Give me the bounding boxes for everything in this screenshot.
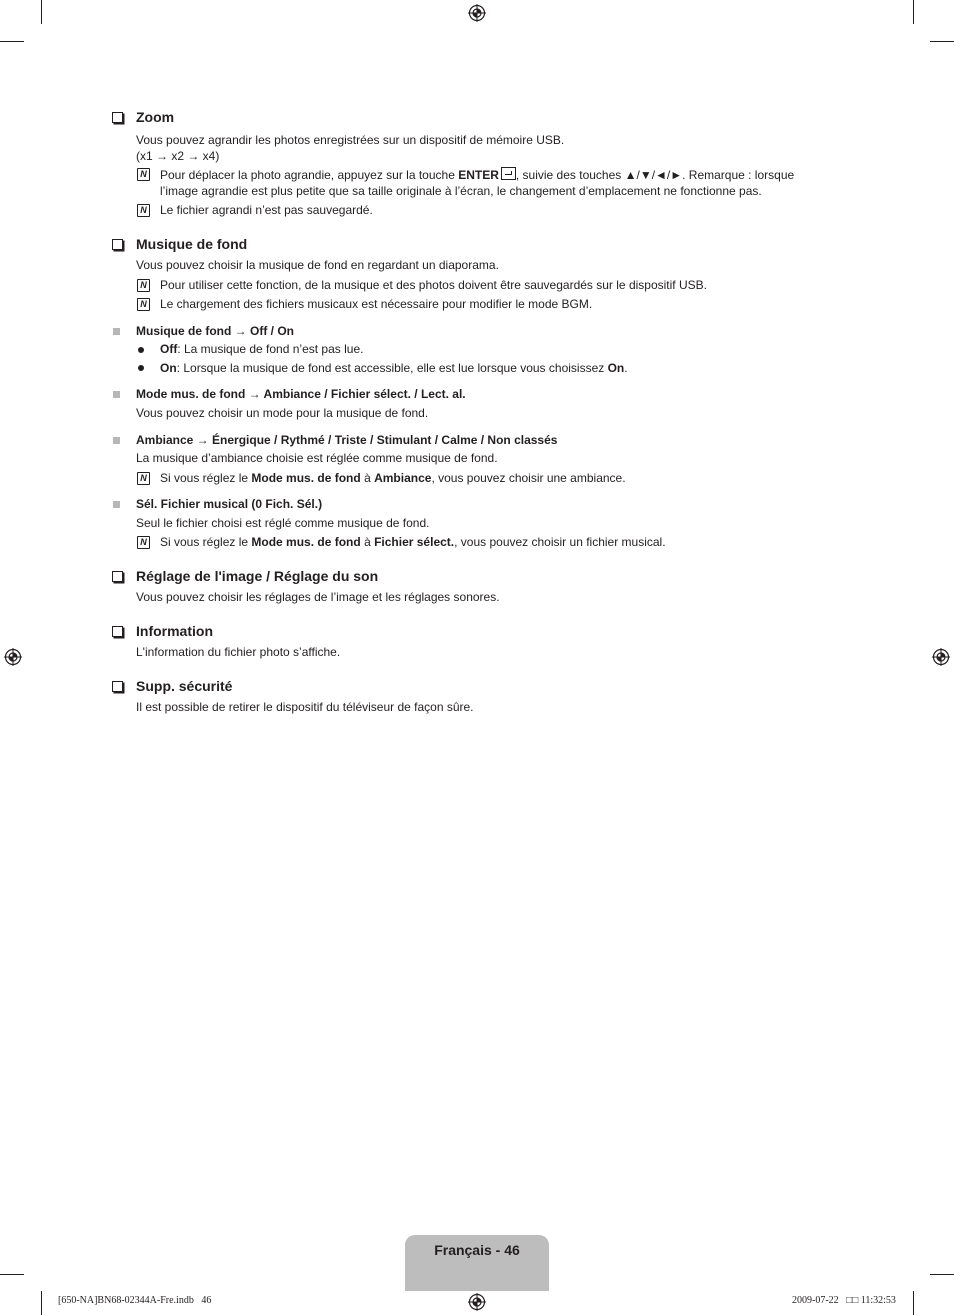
zoom-body: Vous pouvez agrandir les photos enregistrées sur un dispositif de mémoire USB.: [136, 133, 565, 147]
bullet-dot-icon: [138, 347, 144, 353]
registration-mark-icon: [4, 648, 22, 666]
registration-mark-icon: [932, 648, 950, 666]
crop-mark: [913, 1291, 914, 1315]
note-text: , vous pouvez choisir un fichier musical.: [454, 535, 666, 549]
crop-mark: [930, 41, 954, 42]
note-text: , suivie des touches ▲/▼/◄/►. Remarque : lorsque: [515, 168, 795, 182]
checkbox-bullet-icon: [112, 626, 123, 637]
off-key: Off: [160, 342, 178, 356]
on-key-end: On: [607, 361, 625, 375]
image-sound-body: Vous pouvez choisir les réglages de l’image et les réglages sonores.: [136, 590, 500, 604]
sub-bullet-icon: [113, 501, 120, 508]
crop-mark: [930, 1274, 954, 1275]
note-icon: N: [137, 204, 150, 217]
section-title-safe-remove: [136, 678, 232, 694]
crop-mark: [0, 1274, 24, 1275]
bgm-sub1-on: [160, 361, 628, 376]
registration-mark-icon: [468, 1293, 486, 1311]
note-text: , vous pouvez choisir une ambiance.: [431, 471, 626, 485]
bgm-sub4-note: [160, 535, 666, 550]
bullet-dot-icon: [138, 365, 144, 371]
bgm-note-1: Pour utiliser cette fonction, de la musique et des photos doivent être sauvegardés sur le dispositif USB.: [160, 278, 707, 292]
checkbox-bullet-icon: [112, 571, 123, 582]
bgm-sub2-title: Mode mus. de fond → Ambiance / Fichier sélect. / Lect. al.: [136, 387, 466, 401]
page-number-tab: [405, 1235, 549, 1291]
zoom-note-1: [160, 167, 794, 183]
checkbox-bullet-icon: [112, 239, 123, 250]
crop-mark: [913, 0, 914, 24]
note-text: à: [360, 471, 375, 485]
zoom-note-2: Le fichier agrandi n’est pas sauvegardé.: [160, 203, 373, 217]
section-title-bgm: [136, 236, 247, 252]
bgm-sub3-title: Ambiance → Énergique / Rythmé / Triste / Stimulant / Calme / Non classés: [136, 433, 558, 447]
sub-bullet-icon: [113, 328, 120, 335]
off-text: : La musique de fond n’est pas lue.: [177, 342, 364, 356]
note-icon: N: [137, 168, 150, 181]
crop-mark: [0, 41, 24, 42]
enter-key-icon: [501, 167, 516, 180]
note-bold: Ambiance: [374, 471, 432, 485]
on-text: : Lorsque la musique de fond est accessible, elle est lue lorsque vous choisissez: [176, 361, 608, 375]
note-bold: Mode mus. de fond: [251, 471, 361, 485]
note-icon: N: [137, 298, 150, 311]
on-key: On: [160, 361, 177, 375]
zoom-note-1-cont: l’image agrandie est plus petite que sa taille originale à l’écran, le changement d’emplacement ne fonctionne pas.: [160, 184, 762, 198]
date-slug: 2009-07-22 □□ 11:32:53: [792, 1295, 896, 1306]
note-bold: Fichier sélect.: [374, 535, 455, 549]
information-body: L'information du fichier photo s’affiche.: [136, 645, 341, 659]
on-tail: .: [624, 361, 628, 375]
bgm-sub1-title: Musique de fond → Off / On: [136, 324, 294, 338]
safe-remove-title: Supp. sécurité: [136, 678, 233, 694]
registration-mark-icon: [468, 4, 486, 22]
sub-bullet-icon: [113, 391, 120, 398]
bgm-title: Musique de fond: [136, 236, 248, 252]
bgm-sub2-body: Vous pouvez choisir un mode pour la musique de fond.: [136, 406, 429, 420]
section-title-image-sound: [136, 568, 378, 584]
crop-mark: [41, 0, 42, 24]
note-icon: N: [137, 536, 150, 549]
checkbox-bullet-icon: [112, 112, 123, 123]
note-icon: N: [137, 472, 150, 485]
note-icon: N: [137, 279, 150, 292]
checkbox-bullet-icon: [112, 681, 123, 692]
section-title-zoom: [136, 109, 174, 125]
note-text: Si vous réglez le: [160, 535, 252, 549]
zoom-steps: (x1 → x2 → x4): [136, 149, 220, 163]
bgm-sub3-note: [160, 471, 626, 486]
file-slug: [650-NA]BN68-02344A-Fre.indb 46: [58, 1295, 212, 1306]
crop-mark: [41, 1291, 42, 1315]
enter-label: ENTER: [458, 168, 499, 182]
bgm-sub1-off: [160, 342, 363, 357]
sub-bullet-icon: [113, 437, 120, 444]
section-title-information: [136, 623, 213, 639]
note-text: Pour déplacer la photo agrandie, appuyez sur la touche: [160, 168, 459, 182]
page-number: Français - 46: [434, 1242, 520, 1258]
note-bold: Mode mus. de fond: [251, 535, 361, 549]
bgm-note-2: Le chargement des fichiers musicaux est nécessaire pour modifier le mode BGM.: [160, 297, 593, 311]
zoom-title: Zoom: [136, 109, 175, 125]
bgm-body: Vous pouvez choisir la musique de fond en regardant un diaporama.: [136, 258, 499, 272]
bgm-sub3-body: La musique d’ambiance choisie est réglée comme musique de fond.: [136, 451, 498, 465]
bgm-sub4-title: Sél. Fichier musical (0 Fich. Sél.): [136, 497, 323, 511]
information-title: Information: [136, 623, 213, 639]
safe-remove-body: Il est possible de retirer le dispositif du téléviseur de façon sûre.: [136, 700, 474, 714]
bgm-sub4-body: Seul le fichier choisi est réglé comme musique de fond.: [136, 516, 430, 530]
image-sound-title: Réglage de l'image / Réglage du son: [136, 568, 379, 584]
note-text: à: [360, 535, 375, 549]
note-text: Si vous réglez le: [160, 471, 252, 485]
